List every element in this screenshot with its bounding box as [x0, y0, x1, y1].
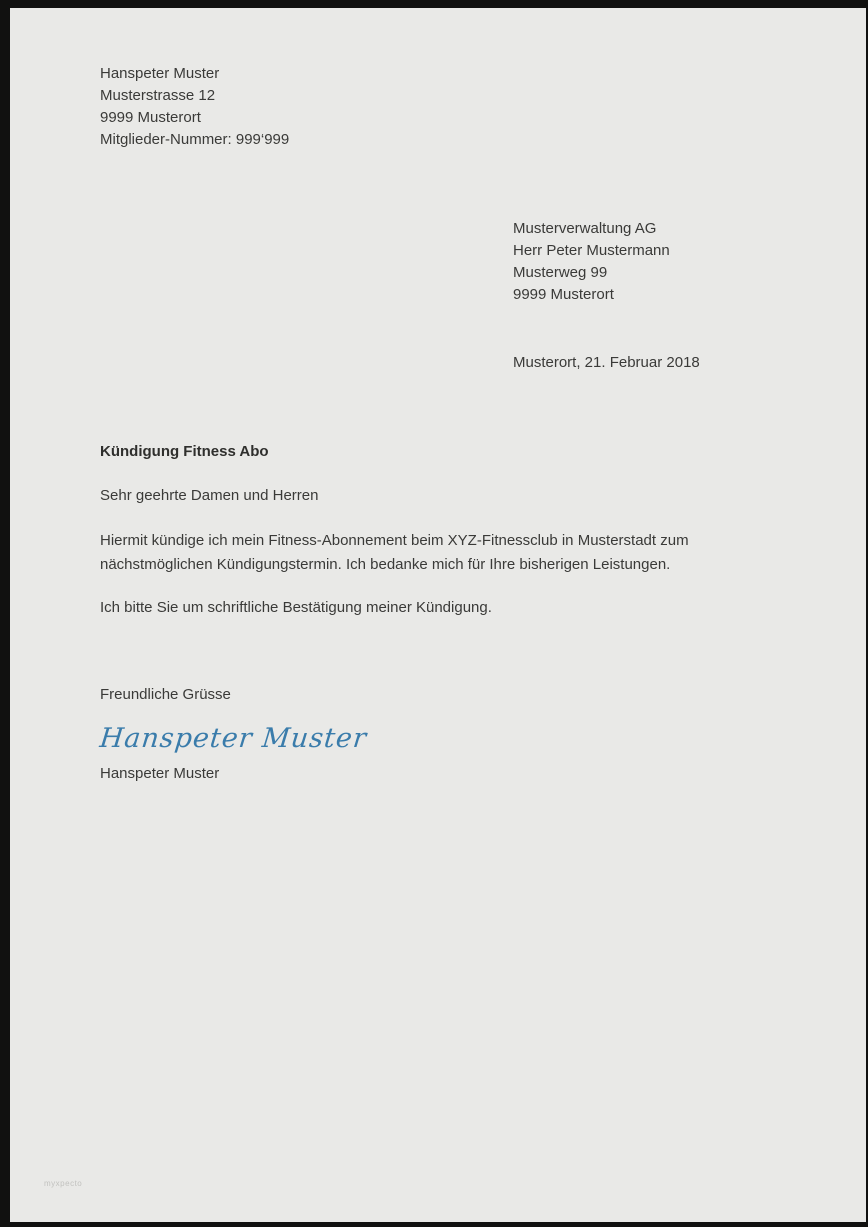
- recipient-street: Musterweg 99: [513, 264, 608, 281]
- sender-member-number: Mitglieder-Nummer: 999‘999: [100, 131, 290, 148]
- sender-city: 9999 Musterort: [100, 109, 201, 126]
- signature-printed-name: Hanspeter Muster: [100, 765, 220, 782]
- date-line: Musterort, 21. Februar 2018: [513, 354, 700, 371]
- body-paragraph: Ich bitte Sie um schriftliche Bestätigung meiner Kündigung.: [100, 599, 492, 616]
- watermark-text: myxpecto: [44, 1179, 83, 1188]
- closing-line: Freundliche Grüsse: [100, 686, 231, 703]
- sender-address-block: [100, 63, 289, 151]
- handwritten-signature: Hanspeter Muster: [98, 723, 369, 754]
- recipient-address-block: [513, 218, 670, 306]
- body-paragraph: Hiermit kündige ich mein Fitness-Abonnement beim XYZ-Fitnessclub in Musterstadt zum nächstmöglichen Kündigungstermin. Ich bedanke mich für Ihre bisherigen Leistungen.: [100, 532, 689, 573]
- recipient-contact: Herr Peter Mustermann: [513, 242, 670, 259]
- subject-line: Kündigung Fitness Abo: [100, 443, 269, 460]
- recipient-company: Musterverwaltung AG: [513, 220, 657, 237]
- salutation: Sehr geehrte Damen und Herren: [100, 487, 319, 504]
- recipient-city: 9999 Musterort: [513, 286, 614, 303]
- sender-name: Hanspeter Muster: [100, 65, 220, 82]
- sender-street: Musterstrasse 12: [100, 87, 216, 104]
